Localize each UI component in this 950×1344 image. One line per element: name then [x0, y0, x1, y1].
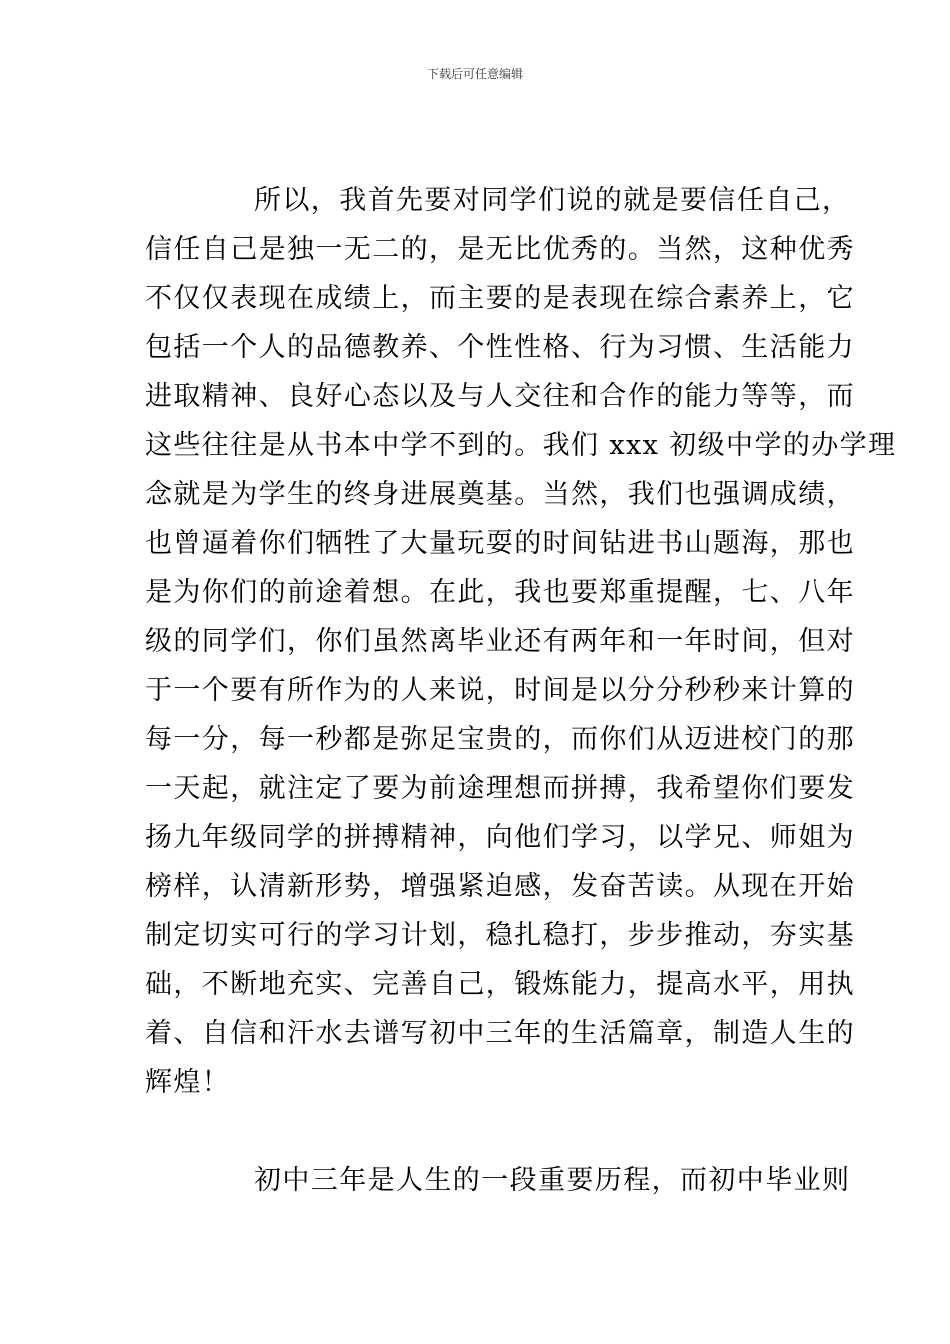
paragraph-line: 于一个要有所作为的人来说，时间是以分分秒秒来计算的 [145, 675, 855, 706]
paragraph-line: 不仅仅表现在成绩上，而主要的是表现在综合素养上，它 [145, 283, 855, 314]
paragraph-line: 是为你们的前途着想。在此，我也要郑重提醒，七、八年 [145, 577, 855, 608]
paragraph-line: 辉煌！ [145, 1067, 231, 1098]
paragraph-line: 信任自己是独一无二的，是无比优秀的。当然，这种优秀 [145, 234, 855, 265]
paragraph-line: 包括一个人的品德教养、个性性格、行为习惯、生活能力 [145, 332, 855, 363]
paragraph-line: 所以，我首先要对同学们说的就是要信任自己， [254, 185, 851, 216]
page-header: 下载后可任意编辑 [426, 67, 523, 81]
paragraph-line: 榜样，认清新形势，增强紧迫感，发奋苦读。从现在开始 [145, 871, 855, 902]
document-body [145, 176, 897, 1205]
paragraph-spacer [145, 1107, 810, 1156]
paragraph-line: 这些往往是从书本中学不到的。我们 xxx 初级中学的办学理 [145, 430, 897, 461]
paragraph-line: 础，不断地充实、完善自己，锻炼能力，提高水平，用执 [145, 969, 855, 1000]
paragraph-line: 制定切实可行的学习计划，稳扎稳打，步步推动，夯实基 [145, 920, 855, 951]
paragraph-line: 进取精神、良好心态以及与人交往和合作的能力等等，而 [145, 381, 855, 412]
paragraph-line: 也曾逼着你们牺牲了大量玩耍的时间钻进书山题海，那也 [145, 528, 855, 559]
paragraph-1 [145, 176, 897, 1107]
paragraph-line: 扬九年级同学的拼搏精神，向他们学习，以学兄、师姐为 [145, 822, 855, 853]
paragraph-line: 着、自信和汗水去谱写初中三年的生活篇章，制造人生的 [145, 1018, 855, 1049]
paragraph-line: 级的同学们，你们虽然离毕业还有两年和一年时间，但对 [145, 626, 855, 657]
paragraph-line: 每一分，每一秒都是弥足宝贵的，而你们从迈进校门的那 [145, 724, 855, 755]
paragraph-line: 念就是为学生的终身进展奠基。当然，我们也强调成绩， [145, 479, 855, 510]
paragraph-2 [145, 1156, 851, 1205]
paragraph-line: 初中三年是人生的一段重要历程，而初中毕业则 [254, 1165, 851, 1196]
paragraph-line: 一天起，就注定了要为前途理想而拼搏，我希望你们要发 [145, 773, 855, 804]
